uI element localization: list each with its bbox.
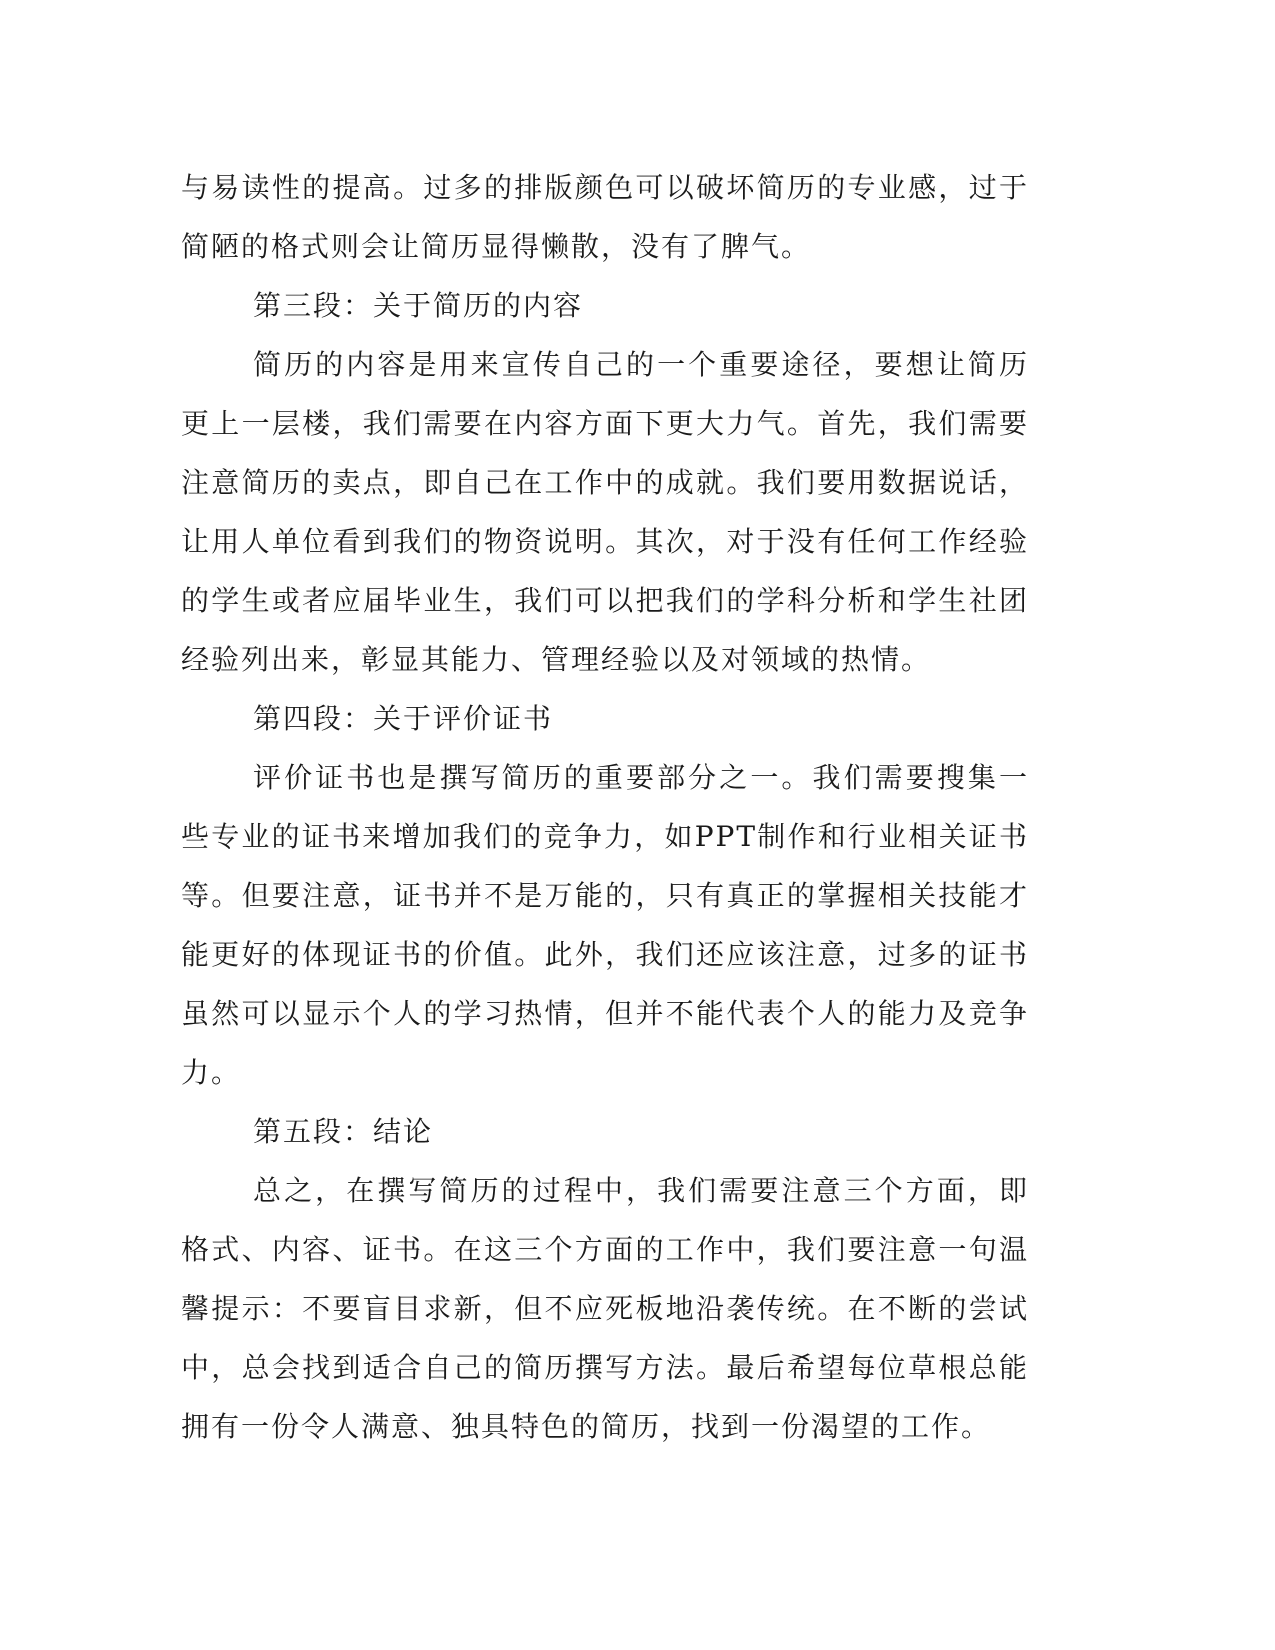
- paragraph-section-5: 总之，在撰写简历的过程中，我们需要注意三个方面，即格式、内容、证书。在这三个方面的工作中，我们要注意一句温馨提示：不要盲目求新，但不应死板地沿袭传统。在不断的尝试中，总会找到适合自己的简历撰写方法。最后希望每位草根总能拥有一份令人满意、独具特色的简历，找到一份渴望的工作。: [181, 1174, 1029, 1443]
- paragraph-section-4: 评价证书也是撰写简历的重要部分之一。我们需要搜集一些专业的证书来增加我们的竞争力，如PPT制作和行业相关证书等。但要注意，证书并不是万能的，只有真正的掌握相关技能才能更好的体现证书的价值。此外，我们还应该注意，过多的证书虽然可以显示个人的学习热情，但并不能代表个人的能力及竞争力。: [181, 761, 1029, 1089]
- paragraph-continued: 与易读性的提高。过多的排版颜色可以破坏简历的专业感，过于简陋的格式则会让简历显得懒散，没有了脾气。: [181, 171, 1029, 263]
- section-heading-3: 第三段：关于简历的内容: [253, 289, 584, 322]
- paragraph-section-3: 简历的内容是用来宣传自己的一个重要途径，要想让简历更上一层楼，我们需要在内容方面下更大力气。首先，我们需要注意简历的卖点，即自己在工作中的成就。我们要用数据说话，让用人单位看到我们的物资说明。其次，对于没有任何工作经验的学生或者应届毕业生，我们可以把我们的学科分析和学生社团经验列出来，彰显其能力、管理经验以及对领域的热情。: [181, 348, 1029, 676]
- section-heading-5: 第五段：结论: [253, 1115, 434, 1148]
- document-body: [181, 158, 1029, 1456]
- section-heading-4: 第四段：关于评价证书: [253, 702, 554, 735]
